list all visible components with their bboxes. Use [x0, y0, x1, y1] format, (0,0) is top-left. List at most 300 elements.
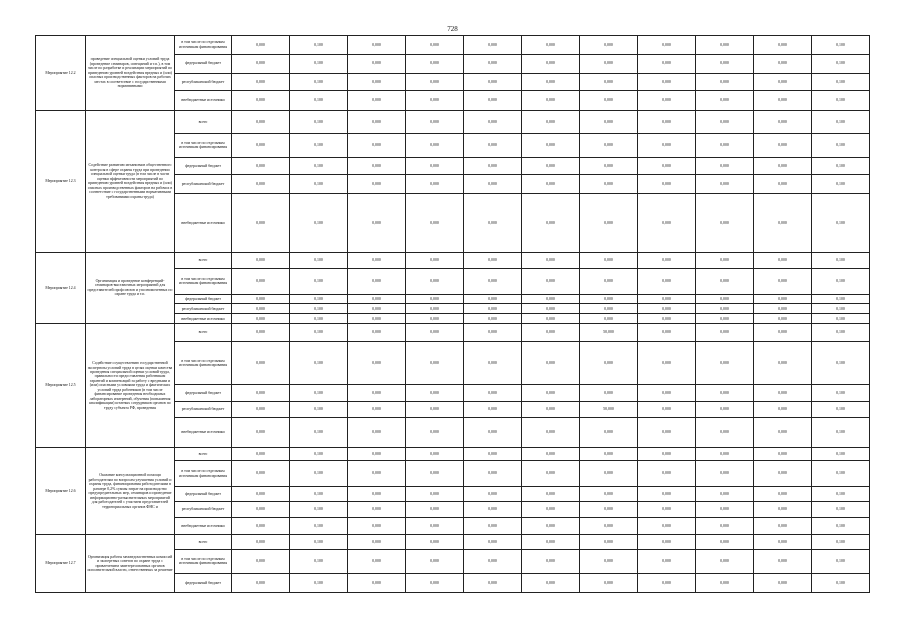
amount-cell: 0,000 — [522, 91, 580, 111]
budget-table-body — [36, 36, 870, 593]
amount-cell: 0,000 — [522, 535, 580, 549]
amount-cell: 0,100 — [290, 294, 348, 304]
amount-cell: 0,000 — [754, 157, 812, 175]
amount-cell: 0,000 — [522, 175, 580, 194]
amount-cell: 0,000 — [232, 269, 290, 294]
amount-cell: 0,000 — [232, 91, 290, 111]
amount-cell: 0,000 — [754, 573, 812, 592]
amount-cell: 0,100 — [812, 314, 870, 324]
amount-cell: 0,000 — [464, 549, 522, 573]
amount-cell: 0,000 — [406, 304, 464, 314]
amount-cell: 0,000 — [232, 294, 290, 304]
amount-cell: 0,000 — [580, 486, 638, 501]
amount-cell: 0,100 — [290, 304, 348, 314]
amount-cell: 0,100 — [812, 549, 870, 573]
amount-cell: 0,100 — [290, 157, 348, 175]
amount-cell: 0,100 — [812, 517, 870, 535]
amount-cell: 0,000 — [580, 73, 638, 91]
amount-cell: 0,000 — [754, 418, 812, 448]
funding-source: в том числе по отдельным источникам финансирования — [175, 342, 232, 385]
amount-cell: 0,000 — [696, 314, 754, 324]
amount-cell: 0,100 — [290, 269, 348, 294]
amount-cell: 0,000 — [406, 324, 464, 342]
amount-cell: 0,000 — [696, 54, 754, 73]
amount-cell: 0,000 — [754, 314, 812, 324]
amount-cell: 0,000 — [464, 157, 522, 175]
amount-cell: 0,000 — [348, 73, 406, 91]
amount-cell: 0,000 — [696, 175, 754, 194]
amount-cell: 0,000 — [464, 54, 522, 73]
amount-cell: 0,100 — [812, 401, 870, 418]
amount-cell: 0,000 — [232, 73, 290, 91]
amount-cell: 0,100 — [812, 448, 870, 461]
funding-source: в том числе по отдельным источникам финансирования — [175, 549, 232, 573]
amount-cell: 0,000 — [580, 314, 638, 324]
funding-source: в том числе по отдельным источникам финансирования — [175, 134, 232, 157]
amount-cell: 0,000 — [754, 342, 812, 385]
amount-cell: 0,000 — [406, 342, 464, 385]
amount-cell: 0,000 — [638, 342, 696, 385]
amount-cell: 0,000 — [638, 486, 696, 501]
amount-cell: 0,000 — [580, 304, 638, 314]
funding-source: федеральный бюджет — [175, 157, 232, 175]
amount-cell: 0,000 — [638, 111, 696, 134]
amount-cell: 0,000 — [464, 36, 522, 55]
table-row — [36, 252, 870, 269]
amount-cell: 0,000 — [406, 269, 464, 294]
amount-cell: 0,000 — [522, 134, 580, 157]
amount-cell: 0,100 — [812, 573, 870, 592]
funding-source: республиканский бюджет — [175, 502, 232, 517]
activity-description: проведение специальной оценки условий труда (проведение семинаров, совещаний и т.п.), в том числе по разработке и реализации мероприятий по приведению уровней воздействия вредных и (или) опасных производственных факторов на рабочих местах в соответствие с государственными нормативными — [86, 36, 175, 111]
amount-cell: 0,000 — [696, 36, 754, 55]
amount-cell: 0,000 — [696, 502, 754, 517]
amount-cell: 0,000 — [348, 502, 406, 517]
amount-cell: 0,000 — [464, 294, 522, 304]
amount-cell: 0,100 — [812, 252, 870, 269]
amount-cell: 0,000 — [696, 269, 754, 294]
amount-cell: 0,000 — [638, 193, 696, 252]
amount-cell: 0,000 — [638, 573, 696, 592]
amount-cell: 50,000 — [580, 324, 638, 342]
amount-cell: 0,000 — [406, 486, 464, 501]
amount-cell: 0,000 — [464, 73, 522, 91]
amount-cell: 0,000 — [580, 517, 638, 535]
amount-cell: 0,000 — [580, 91, 638, 111]
amount-cell: 0,000 — [522, 517, 580, 535]
amount-cell: 0,000 — [464, 91, 522, 111]
amount-cell: 0,000 — [580, 535, 638, 549]
funding-source: внебюджетные источники — [175, 314, 232, 324]
amount-cell: 0,000 — [406, 157, 464, 175]
amount-cell: 0,000 — [580, 193, 638, 252]
amount-cell: 0,000 — [232, 385, 290, 402]
amount-cell: 0,000 — [638, 175, 696, 194]
amount-cell: 0,000 — [580, 134, 638, 157]
amount-cell: 0,100 — [290, 401, 348, 418]
activity-name: Мероприятие 12.2 — [36, 36, 86, 111]
amount-cell: 0,000 — [464, 269, 522, 294]
amount-cell: 0,000 — [232, 535, 290, 549]
funding-source: внебюджетные источники — [175, 517, 232, 535]
amount-cell: 0,000 — [696, 324, 754, 342]
amount-cell: 0,000 — [696, 134, 754, 157]
amount-cell: 0,100 — [290, 111, 348, 134]
amount-cell: 0,000 — [754, 549, 812, 573]
amount-cell: 0,100 — [290, 517, 348, 535]
amount-cell: 0,000 — [696, 91, 754, 111]
amount-cell: 0,000 — [232, 486, 290, 501]
amount-cell: 0,000 — [580, 294, 638, 304]
funding-source: республиканский бюджет — [175, 401, 232, 418]
amount-cell: 0,000 — [580, 252, 638, 269]
amount-cell: 0,100 — [290, 252, 348, 269]
amount-cell: 0,000 — [464, 535, 522, 549]
amount-cell: 0,000 — [638, 73, 696, 91]
amount-cell: 0,000 — [638, 54, 696, 73]
amount-cell: 0,000 — [232, 111, 290, 134]
amount-cell: 0,000 — [696, 448, 754, 461]
amount-cell: 0,100 — [812, 134, 870, 157]
amount-cell: 0,000 — [638, 134, 696, 157]
amount-cell: 0,000 — [464, 111, 522, 134]
amount-cell: 0,100 — [290, 36, 348, 55]
amount-cell: 0,100 — [812, 91, 870, 111]
amount-cell: 0,100 — [812, 175, 870, 194]
amount-cell: 0,000 — [580, 36, 638, 55]
amount-cell: 0,000 — [696, 157, 754, 175]
amount-cell: 0,000 — [232, 401, 290, 418]
funding-source: в том числе по отдельным источникам финансирования — [175, 269, 232, 294]
amount-cell: 0,100 — [290, 448, 348, 461]
amount-cell: 0,000 — [406, 549, 464, 573]
amount-cell: 50,000 — [580, 401, 638, 418]
amount-cell: 0,000 — [754, 385, 812, 402]
amount-cell: 0,000 — [232, 549, 290, 573]
amount-cell: 0,000 — [754, 54, 812, 73]
amount-cell: 0,000 — [638, 157, 696, 175]
funding-source: всего — [175, 111, 232, 134]
amount-cell: 0,000 — [406, 502, 464, 517]
amount-cell: 0,000 — [754, 535, 812, 549]
amount-cell: 0,000 — [348, 549, 406, 573]
amount-cell: 0,000 — [348, 91, 406, 111]
amount-cell: 0,000 — [406, 385, 464, 402]
amount-cell: 0,000 — [406, 193, 464, 252]
amount-cell: 0,000 — [580, 157, 638, 175]
amount-cell: 0,100 — [812, 36, 870, 55]
amount-cell: 0,000 — [232, 304, 290, 314]
amount-cell: 0,100 — [812, 342, 870, 385]
amount-cell: 0,000 — [232, 324, 290, 342]
amount-cell: 0,100 — [290, 549, 348, 573]
amount-cell: 0,000 — [464, 486, 522, 501]
amount-cell: 0,100 — [812, 157, 870, 175]
amount-cell: 0,000 — [464, 461, 522, 486]
amount-cell: 0,000 — [696, 193, 754, 252]
amount-cell: 0,000 — [348, 573, 406, 592]
amount-cell: 0,000 — [580, 269, 638, 294]
amount-cell: 0,000 — [638, 304, 696, 314]
amount-cell: 0,100 — [290, 175, 348, 194]
amount-cell: 0,000 — [522, 418, 580, 448]
amount-cell: 0,100 — [290, 314, 348, 324]
amount-cell: 0,000 — [638, 448, 696, 461]
amount-cell: 0,000 — [232, 342, 290, 385]
amount-cell: 0,000 — [348, 324, 406, 342]
amount-cell: 0,000 — [754, 486, 812, 501]
amount-cell: 0,000 — [638, 269, 696, 294]
amount-cell: 0,000 — [406, 134, 464, 157]
amount-cell: 0,000 — [638, 385, 696, 402]
table-row — [36, 111, 870, 134]
amount-cell: 0,000 — [406, 175, 464, 194]
amount-cell: 0,000 — [232, 36, 290, 55]
amount-cell: 0,000 — [580, 385, 638, 402]
amount-cell: 0,000 — [696, 461, 754, 486]
amount-cell: 0,000 — [348, 304, 406, 314]
funding-source: федеральный бюджет — [175, 486, 232, 501]
amount-cell: 0,100 — [812, 418, 870, 448]
amount-cell: 0,000 — [232, 461, 290, 486]
amount-cell: 0,000 — [754, 502, 812, 517]
activity-description: Оказание консультационной помощи работодателям по вопросам улучшения условий и охраны труда, финансирования работодателями в размере 0,2% суммы затрат на производство предупредительных мер, семинаров и проведение информационно-разъяснительных мероприятий для работодателей с участием представителей территориальных органов ФНС и — [86, 448, 175, 535]
activity-name: Мероприятие 12.3 — [36, 111, 86, 252]
amount-cell: 0,000 — [348, 175, 406, 194]
amount-cell: 0,000 — [232, 448, 290, 461]
funding-source: всего — [175, 535, 232, 549]
amount-cell: 0,000 — [522, 54, 580, 73]
amount-cell: 0,000 — [348, 111, 406, 134]
funding-source: внебюджетные источники — [175, 418, 232, 448]
amount-cell: 0,000 — [638, 36, 696, 55]
amount-cell: 0,000 — [522, 304, 580, 314]
amount-cell: 0,100 — [290, 73, 348, 91]
funding-source: в том числе по отдельным источникам финансирования — [175, 461, 232, 486]
table-row — [36, 36, 870, 55]
amount-cell: 0,000 — [638, 535, 696, 549]
amount-cell: 0,100 — [812, 324, 870, 342]
amount-cell: 0,000 — [522, 385, 580, 402]
amount-cell: 0,000 — [464, 385, 522, 402]
funding-source: всего — [175, 324, 232, 342]
amount-cell: 0,000 — [232, 314, 290, 324]
amount-cell: 0,000 — [522, 157, 580, 175]
amount-cell: 0,000 — [406, 517, 464, 535]
amount-cell: 0,000 — [232, 502, 290, 517]
amount-cell: 0,000 — [348, 314, 406, 324]
amount-cell: 0,000 — [464, 401, 522, 418]
amount-cell: 0,000 — [348, 252, 406, 269]
amount-cell: 0,100 — [290, 134, 348, 157]
amount-cell: 0,000 — [406, 314, 464, 324]
amount-cell: 0,100 — [812, 73, 870, 91]
amount-cell: 0,100 — [812, 111, 870, 134]
activity-description: Содействие осуществлению государственной экспертизы условий труда в целях оценки качества проведения специальной оценки условий труда, правильности предоставления работникам гарантий и компенсаций за работу с вредными и (или) опасными условиями труда и фактических условий труда работников (в том числе финансирование проведения необходимых лабораторных измерений, обучения (повышения квалификации) штатных сотрудников органов по труду субъекта РФ, проведения — [86, 324, 175, 448]
amount-cell: 0,000 — [464, 252, 522, 269]
funding-source: всего — [175, 448, 232, 461]
amount-cell: 0,000 — [638, 461, 696, 486]
funding-source: федеральный бюджет — [175, 294, 232, 304]
amount-cell: 0,100 — [290, 535, 348, 549]
amount-cell: 0,000 — [232, 134, 290, 157]
amount-cell: 0,000 — [580, 461, 638, 486]
amount-cell: 0,000 — [580, 418, 638, 448]
amount-cell: 0,000 — [522, 111, 580, 134]
amount-cell: 0,100 — [290, 502, 348, 517]
amount-cell: 0,000 — [522, 252, 580, 269]
amount-cell: 0,000 — [696, 549, 754, 573]
funding-source: республиканский бюджет — [175, 304, 232, 314]
amount-cell: 0,000 — [580, 54, 638, 73]
amount-cell: 0,000 — [754, 193, 812, 252]
amount-cell: 0,000 — [638, 314, 696, 324]
funding-source: федеральный бюджет — [175, 54, 232, 73]
activity-name: Мероприятие 12.5 — [36, 324, 86, 448]
amount-cell: 0,100 — [290, 54, 348, 73]
funding-source: республиканский бюджет — [175, 175, 232, 194]
amount-cell: 0,000 — [464, 324, 522, 342]
amount-cell: 0,000 — [464, 573, 522, 592]
table-row — [36, 535, 870, 549]
amount-cell: 0,000 — [696, 294, 754, 304]
activity-name: Мероприятие 12.7 — [36, 535, 86, 593]
amount-cell: 0,000 — [522, 342, 580, 385]
amount-cell: 0,000 — [638, 252, 696, 269]
amount-cell: 0,100 — [812, 385, 870, 402]
amount-cell: 0,000 — [464, 342, 522, 385]
amount-cell: 0,000 — [754, 324, 812, 342]
amount-cell: 0,000 — [348, 461, 406, 486]
amount-cell: 0,000 — [348, 401, 406, 418]
amount-cell: 0,000 — [754, 91, 812, 111]
amount-cell: 0,000 — [696, 418, 754, 448]
amount-cell: 0,000 — [580, 111, 638, 134]
amount-cell: 0,000 — [348, 269, 406, 294]
amount-cell: 0,000 — [464, 175, 522, 194]
amount-cell: 0,000 — [580, 342, 638, 385]
amount-cell: 0,000 — [232, 54, 290, 73]
amount-cell: 0,000 — [348, 517, 406, 535]
amount-cell: 0,100 — [290, 342, 348, 385]
amount-cell: 0,000 — [754, 175, 812, 194]
funding-source: федеральный бюджет — [175, 573, 232, 592]
activity-description: Организация и проведение конференций-семинаров-выставочных мероприятий для представителей профсоюзов и уполномоченных по охране труда и т.п. — [86, 252, 175, 324]
amount-cell: 0,000 — [348, 54, 406, 73]
amount-cell: 0,000 — [232, 193, 290, 252]
amount-cell: 0,000 — [406, 252, 464, 269]
activity-name: Мероприятие 12.6 — [36, 448, 86, 535]
amount-cell: 0,000 — [754, 73, 812, 91]
amount-cell: 0,000 — [638, 418, 696, 448]
amount-cell: 0,000 — [464, 502, 522, 517]
amount-cell: 0,100 — [812, 304, 870, 314]
amount-cell: 0,000 — [348, 36, 406, 55]
amount-cell: 0,000 — [580, 573, 638, 592]
amount-cell: 0,000 — [522, 549, 580, 573]
amount-cell: 0,000 — [696, 535, 754, 549]
activity-name: Мероприятие 12.4 — [36, 252, 86, 324]
amount-cell: 0,000 — [754, 304, 812, 314]
amount-cell: 0,000 — [232, 175, 290, 194]
page-number: 728 — [447, 25, 458, 33]
amount-cell: 0,000 — [348, 294, 406, 304]
amount-cell: 0,000 — [580, 175, 638, 194]
amount-cell: 0,000 — [406, 294, 464, 304]
amount-cell: 0,000 — [754, 461, 812, 486]
amount-cell: 0,000 — [348, 134, 406, 157]
amount-cell: 0,000 — [696, 573, 754, 592]
amount-cell: 0,000 — [696, 111, 754, 134]
amount-cell: 0,000 — [522, 448, 580, 461]
amount-cell: 0,100 — [290, 193, 348, 252]
amount-cell: 0,000 — [696, 73, 754, 91]
funding-source: федеральный бюджет — [175, 385, 232, 402]
amount-cell: 0,000 — [464, 448, 522, 461]
amount-cell: 0,100 — [290, 461, 348, 486]
amount-cell: 0,000 — [754, 448, 812, 461]
amount-cell: 0,000 — [406, 73, 464, 91]
amount-cell: 0,000 — [522, 36, 580, 55]
amount-cell: 0,100 — [812, 54, 870, 73]
amount-cell: 0,000 — [348, 448, 406, 461]
amount-cell: 0,000 — [232, 418, 290, 448]
amount-cell: 0,100 — [812, 193, 870, 252]
amount-cell: 0,000 — [638, 324, 696, 342]
amount-cell: 0,000 — [522, 502, 580, 517]
amount-cell: 0,000 — [464, 517, 522, 535]
amount-cell: 0,100 — [290, 418, 348, 448]
amount-cell: 0,000 — [522, 573, 580, 592]
amount-cell: 0,000 — [696, 252, 754, 269]
amount-cell: 0,100 — [290, 91, 348, 111]
funding-source: всего — [175, 252, 232, 269]
amount-cell: 0,000 — [522, 486, 580, 501]
amount-cell: 0,000 — [348, 342, 406, 385]
amount-cell: 0,000 — [406, 91, 464, 111]
amount-cell: 0,000 — [638, 502, 696, 517]
amount-cell: 0,000 — [638, 517, 696, 535]
amount-cell: 0,100 — [812, 461, 870, 486]
amount-cell: 0,000 — [348, 193, 406, 252]
amount-cell: 0,000 — [522, 401, 580, 418]
amount-cell: 0,000 — [232, 157, 290, 175]
amount-cell: 0,100 — [812, 486, 870, 501]
amount-cell: 0,000 — [580, 549, 638, 573]
amount-cell: 0,000 — [522, 324, 580, 342]
amount-cell: 0,000 — [522, 294, 580, 304]
amount-cell: 0,000 — [754, 294, 812, 304]
amount-cell: 0,100 — [812, 269, 870, 294]
amount-cell: 0,000 — [696, 486, 754, 501]
funding-source: в том числе по отдельным источникам финансирования — [175, 36, 232, 55]
amount-cell: 0,100 — [290, 486, 348, 501]
amount-cell: 0,000 — [638, 294, 696, 304]
table-row — [36, 324, 870, 342]
amount-cell: 0,100 — [290, 573, 348, 592]
table-row — [36, 448, 870, 461]
amount-cell: 0,000 — [464, 304, 522, 314]
amount-cell: 0,000 — [754, 134, 812, 157]
amount-cell: 0,000 — [464, 193, 522, 252]
amount-cell: 0,000 — [754, 269, 812, 294]
amount-cell: 0,000 — [406, 54, 464, 73]
amount-cell: 0,000 — [754, 111, 812, 134]
amount-cell: 0,000 — [754, 401, 812, 418]
amount-cell: 0,000 — [406, 401, 464, 418]
funding-source: республиканский бюджет — [175, 73, 232, 91]
amount-cell: 0,000 — [638, 549, 696, 573]
